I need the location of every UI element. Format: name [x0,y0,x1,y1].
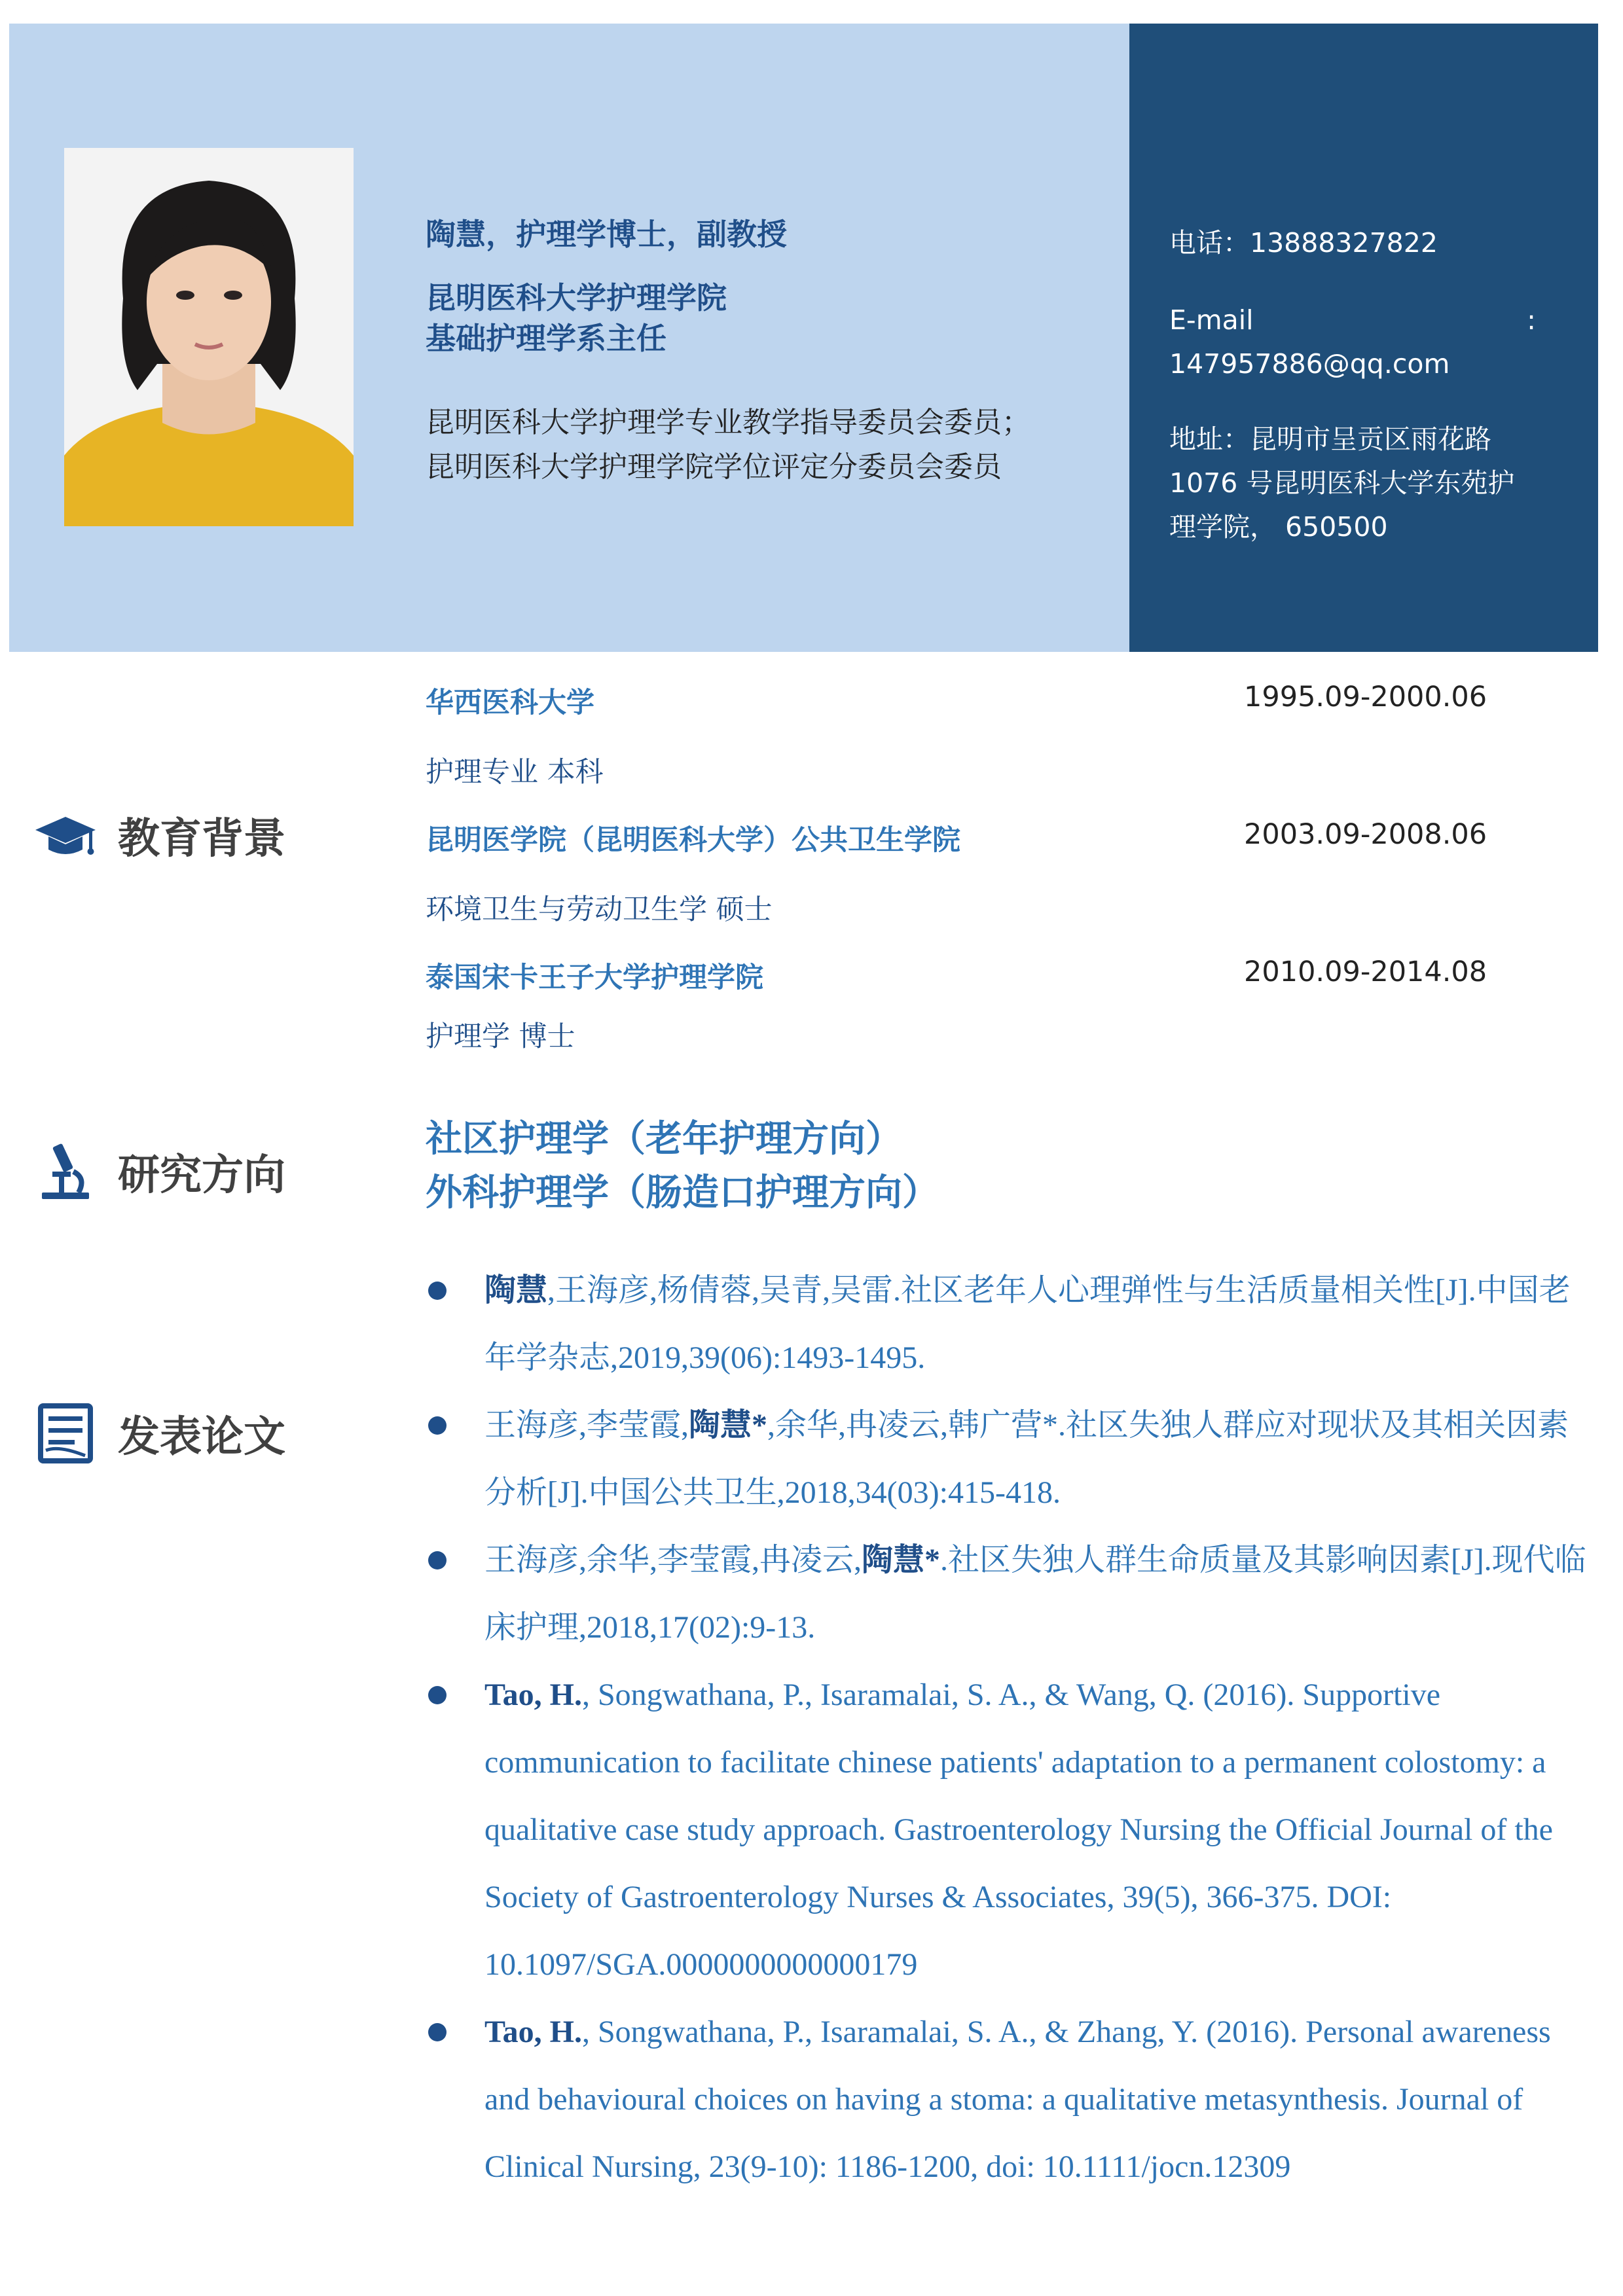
address-line: 理学院， 650500 [1169,511,1388,543]
publications-heading [33,1401,285,1466]
address-line: 1076 号昆明医科大学东苑护 [1169,467,1515,499]
publication-item [426,1526,1591,1661]
publication-item [426,1661,1591,1998]
document-icon [33,1401,98,1466]
pub-citation: ,王海彦,杨倩蓉,吴青,吴雷.社区老年人心理弹性与生活质量相关性[J].中国老年学杂志,2019,39(06):1493-1495. [484,1273,1571,1375]
pub-authors-pre: 王海彦,李莹霞, [484,1408,689,1443]
pub-author-highlight: 陶慧* [689,1408,768,1443]
section-title: 教育背景 [118,815,285,863]
profile-photo [64,148,354,526]
microscope-icon [33,1139,98,1204]
education-major: 护理专业 本科 [426,756,604,789]
education-dates: 1995.09-2000.06 [1244,681,1487,713]
pub-citation: , Songwathana, P., Isaramalai, S. A., & Wang, Q. (2016). Supportive communication to facilitate chinese patients' adaptation to a permanent colostomy: a qualitative case study approach. Gastroenterology Nursing the Official Journal of the Society of Gastroenterology Nurses & Associates, 39(5), 366-375. DOI: 10.1097/SGA.0000000000000179 [484,1677,1553,1982]
pub-author-highlight: Tao, H. [484,1677,582,1712]
graduation-cap-icon [33,802,98,868]
email-block [1169,298,1536,386]
committee-role: 昆明医科大学护理学专业教学指导委员会委员； [426,406,1030,439]
pub-citation: .社区失独人群生命质量及其影响因素[J].现代临床护理,2018,17(02):9-13. [484,1543,1586,1645]
pub-citation: , Songwathana, P., Isaramalai, S. A., & Zhang, Y. (2016). Personal awareness and behavioural choices on having a stoma: a qualitative metasynthesis. Journal of Clinical Nursing, 23(9-10): 1186-1200, doi: 10.1111/jocn.12309 [484,2015,1551,2184]
pub-author-highlight: Tao, H. [484,2015,582,2049]
bullet-icon [428,2023,447,2041]
section-title: 发表论文 [118,1413,285,1462]
bullet-icon [428,1686,447,1704]
phone-text: 电话：13888327822 [1169,227,1438,259]
education-dates: 2010.09-2014.08 [1244,956,1487,988]
committee-role: 昆明医科大学护理学院学位评定分委员会委员 [426,450,1002,484]
email-label: E-mail [1169,304,1254,336]
research-item: 社区护理学（老年护理方向） [426,1118,902,1160]
address-block [1169,418,1536,549]
publication-list [426,1257,1591,2200]
bullet-icon [428,1416,447,1435]
education-major: 环境卫生与劳动卫生学 硕士 [426,893,773,926]
pub-citation: ,余华,冉凌云,韩广营*.社区失独人群应对现状及其相关因素分析[J].中国公共卫生,2018,34(03):415-418. [484,1408,1569,1510]
bullet-icon [428,1282,447,1300]
email-link[interactable]: 147957886@qq.com [1169,348,1450,380]
publication-item [426,1391,1591,1526]
education-heading [33,802,285,868]
section-title: 研究方向 [118,1151,285,1200]
bullet-icon [428,1551,447,1570]
publication-item [426,1998,1591,2200]
education-school: 泰国宋卡王子大学护理学院 [426,961,763,994]
department-role: 基础护理学系主任 [426,321,666,356]
research-heading [33,1139,285,1204]
pub-author-highlight: 陶慧* [862,1543,941,1577]
pub-authors-pre: 王海彦,余华,李莹霞,冉凌云, [484,1543,862,1577]
address-line: 地址：昆明市呈贡区雨花路 [1169,423,1491,455]
pub-author-highlight: 陶慧 [484,1273,548,1308]
email-colon: : [1527,304,1536,336]
research-areas [426,1113,939,1220]
education-school: 昆明医学院（昆明医科大学）公共卫生学院 [426,824,960,857]
school-name: 昆明医科大学护理学院 [426,280,727,315]
publication-item [426,1257,1591,1391]
education-school: 华西医科大学 [426,687,594,719]
name-title: 陶慧，护理学博士，副教授 [426,217,787,252]
education-major: 护理学 博士 [426,1020,575,1053]
education-dates: 2003.09-2008.06 [1244,818,1487,851]
research-item: 外科护理学（肠造口护理方向） [426,1172,939,1214]
committee-roles [426,401,1030,490]
school-block [426,278,727,359]
